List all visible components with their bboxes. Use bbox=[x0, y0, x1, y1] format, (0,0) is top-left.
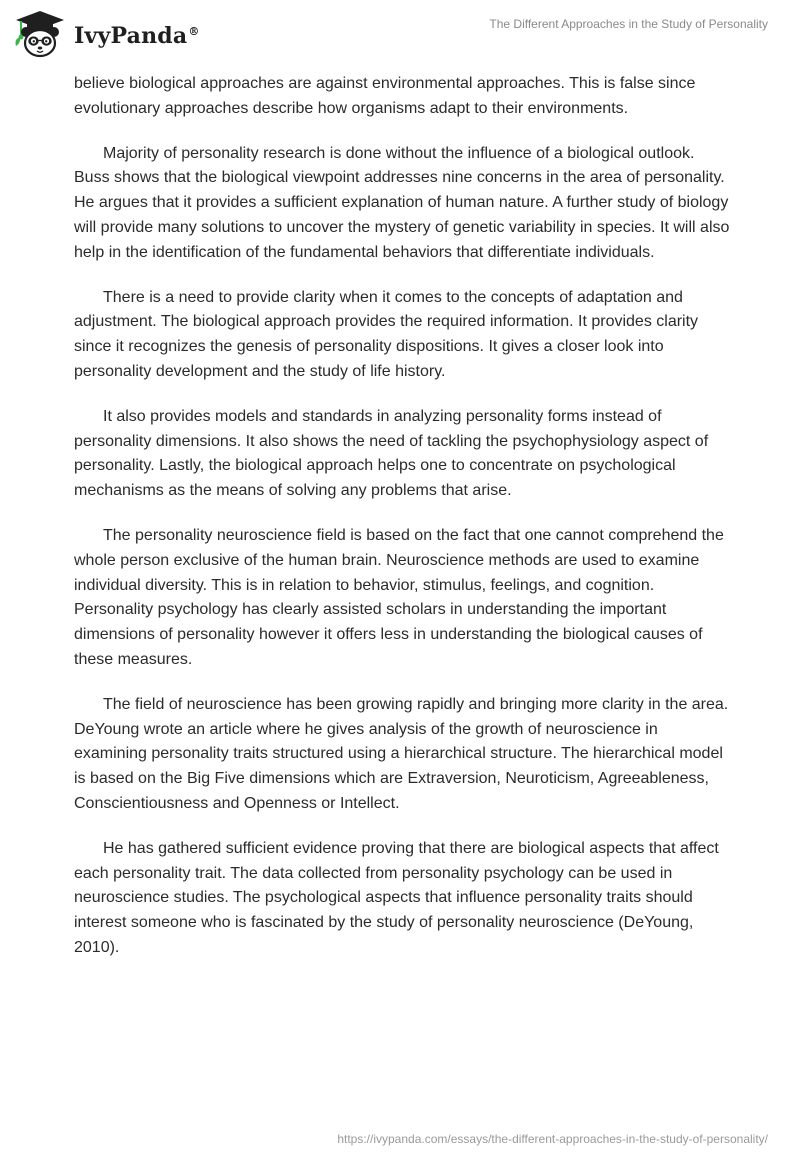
source-url[interactable]: https://ivypanda.com/essays/the-different-approaches-in-the-study-of-personality/ bbox=[337, 1132, 768, 1146]
paragraph: The personality neuroscience field is based on the fact that one cannot comprehend the whole person exclusive of the human brain. Neuroscience methods are used to examine individual diversity. This is in relation to behavior, stimulus, feelings, and cognition. Personality psychology has clearly assisted scholars in understanding the important dimensions of personality however it offers less in understanding the biological causes of these measures. bbox=[74, 526, 724, 668]
brand-name bbox=[74, 23, 200, 49]
paragraph: He has gathered sufficient evidence proving that there are biological aspects that affect each personality trait. The data collected from personality psychology can be used in neuroscience studies. The psychological aspects that influence personality traits should interest someone who is fascinated by the study of personality neuroscience (DeYoung, 2010). bbox=[74, 839, 719, 956]
paragraph: The field of neuroscience has been growing rapidly and bringing more clarity in the area. DeYoung wrote an article where he gives analysis of the growth of neuroscience in examining personality traits structured using a hierarchical structure. The hierarchical model is based on the Big Five dimensions which are Extraversion, Neuroticism, Agreeableness, Conscientiousness and Openness or Intellect. bbox=[74, 695, 729, 812]
paragraph: Majority of personality research is done without the influence of a biological outlook. Buss shows that the biological viewpoint addresses nine concerns in the area of personality. He argues that it provides a sufficient explanation of human nature. A further study of biology will provide many solutions to uncover the mystery of genetic variability in species. It will also help in the identification of the fundamental behaviors that differentiate individuals. bbox=[74, 144, 730, 261]
page-header bbox=[0, 0, 800, 62]
essay-body bbox=[74, 72, 734, 981]
brand-logo[interactable] bbox=[12, 8, 200, 60]
brand-name-text: IvyPanda bbox=[74, 23, 188, 49]
paragraph: There is a need to provide clarity when it comes to the concepts of adaptation and adjustment. The biological approach provides the required information. It provides clarity since it recognizes the genesis of personality dispositions. It gives a closer look into personality development and the study of life history. bbox=[74, 288, 699, 380]
document-title: The Different Approaches in the Study of Personality bbox=[489, 17, 768, 31]
registered-mark: ® bbox=[188, 24, 200, 38]
paragraph: believe biological approaches are against environmental approaches. This is false since evolutionary approaches describe how organisms adapt to their environments. bbox=[74, 75, 696, 117]
paragraph: It also provides models and standards in analyzing personality forms instead of personality dimensions. It also shows the need of tackling the psychophysiology aspect of personality. Lastly, the biological approach helps one to concentrate on psychological mechanisms as the means of solving any problems that arise. bbox=[74, 407, 709, 500]
panda-graduate-icon bbox=[12, 8, 68, 60]
